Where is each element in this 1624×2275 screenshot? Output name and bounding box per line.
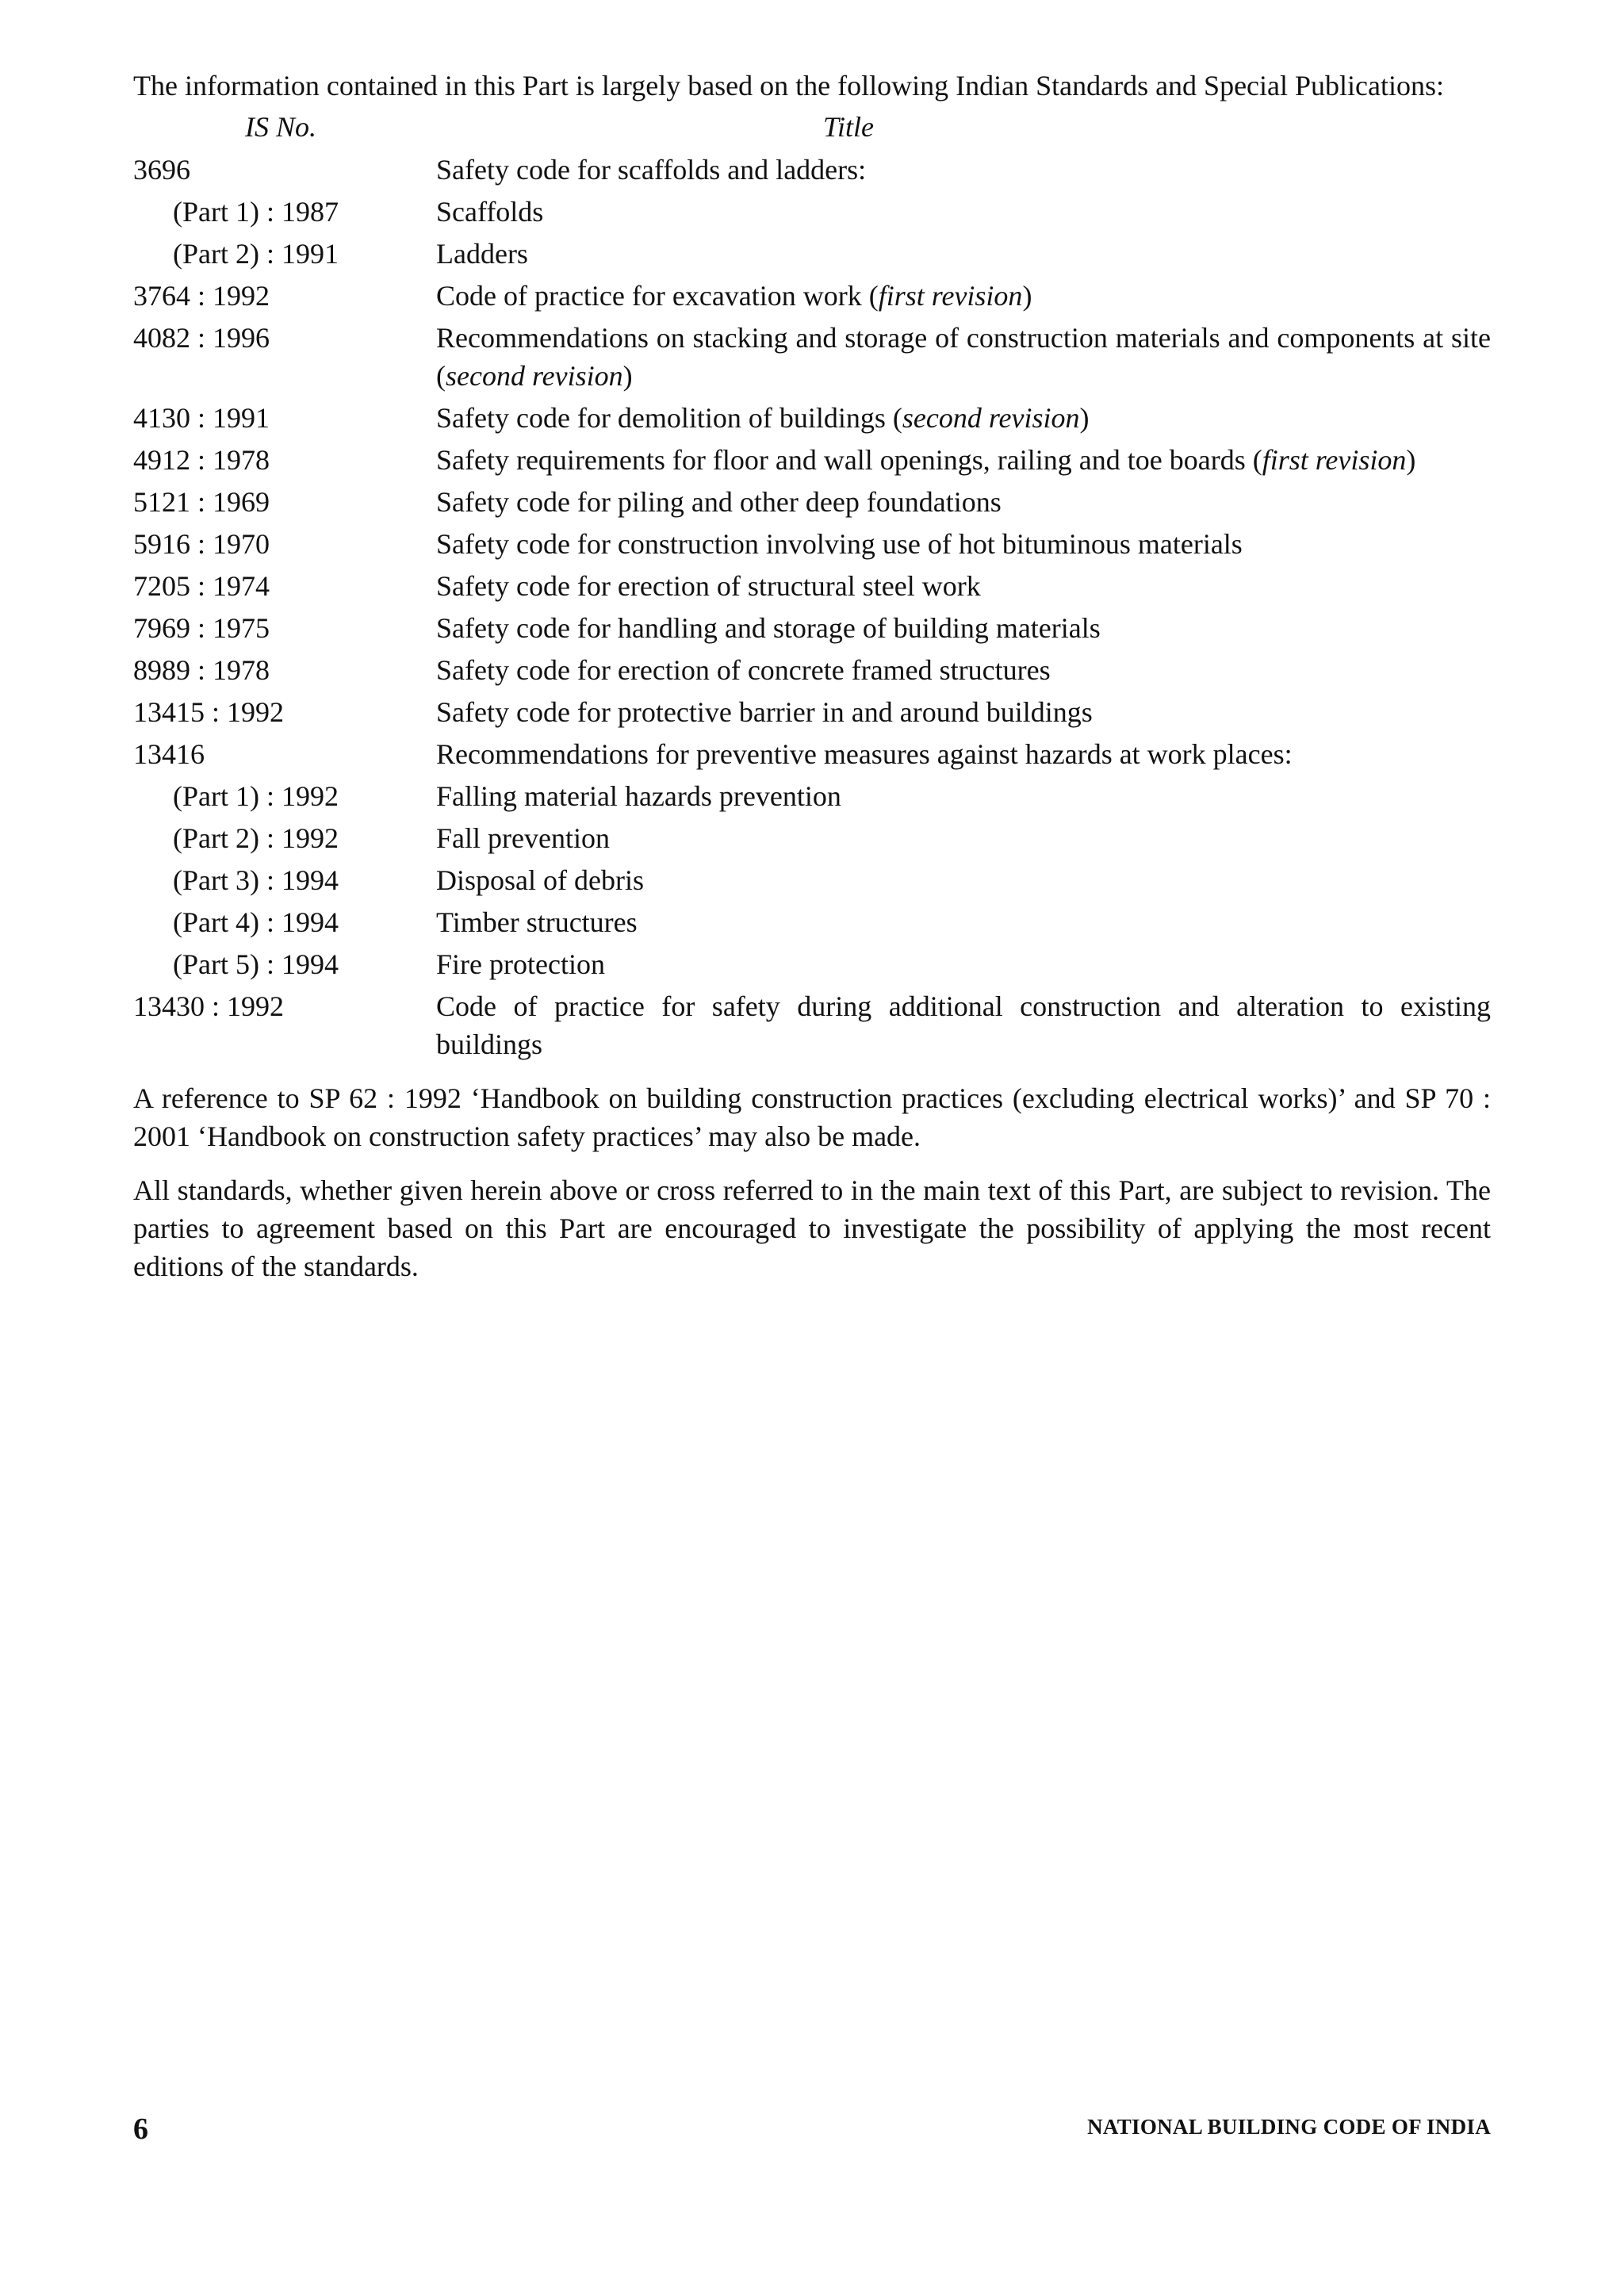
standard-title (436, 903, 1491, 941)
table-row (133, 151, 1491, 189)
standard-title-text: Fire protection (436, 948, 605, 980)
is-number: 13415 : 1992 (133, 696, 285, 728)
standard-title-text: Fall prevention (436, 822, 610, 854)
header-title: Title (823, 111, 875, 143)
standard-title-text: Recommendations for preventive measures against hazards at work places: (436, 738, 1293, 770)
table-row (133, 987, 1491, 1063)
standard-title-text: Safety code for scaffolds and ladders: (436, 154, 867, 186)
standard-title: Safety requirements for floor and wall openings, railing and toe boards (first revision) (436, 444, 1416, 476)
table-row (133, 441, 1491, 479)
table-row (133, 399, 1491, 437)
page-footer (133, 2112, 1491, 2147)
table-row (133, 235, 1491, 273)
is-number: (Part 3) : 1994 (173, 864, 339, 896)
standard-title (436, 235, 1491, 273)
is-number: (Part 4) : 1994 (173, 906, 339, 938)
standard-title (436, 987, 1491, 1063)
document-body (133, 67, 1491, 1285)
intro-paragraph: The information contained in this Part is largely based on the following Indian Standards and Special Publications: (133, 70, 1445, 101)
table-row (133, 777, 1491, 815)
is-number: (Part 2) : 1992 (173, 822, 339, 854)
standard-title-text: Safety code for handling and storage of building materials (436, 612, 1101, 644)
is-number: 13430 : 1992 (133, 990, 285, 1022)
standard-title-text: Ladders (436, 238, 528, 270)
table-row (133, 735, 1491, 773)
standard-title-text: Scaffolds (436, 196, 544, 228)
revision-note: first revision (878, 280, 1023, 312)
is-number: 8989 : 1978 (133, 654, 270, 686)
standard-title-text: Falling material hazards prevention (436, 780, 841, 812)
standard-title-text: Safety code for demolition of buildings (436, 402, 886, 434)
standard-title-text: Disposal of debris (436, 864, 644, 896)
standard-title-text: Safety code for protective barrier in and around buildings (436, 696, 1093, 728)
header-is-no: IS No. (245, 111, 316, 143)
standard-title-text: Recommendations on stacking and storage of construction materials and components at site (436, 322, 1491, 354)
sp-reference-paragraph: A reference to SP 62 : 1992 ‘Handbook on building construction practices (excluding electrical works)’ and SP 70 : 2001 ‘Handbook on construction safety practices’ may also be made. (133, 1082, 1491, 1152)
is-number: (Part 1) : 1992 (173, 780, 339, 812)
standard-title (436, 735, 1491, 773)
standard-title (436, 483, 1491, 521)
standard-title-text: Safety code for piling and other deep foundations (436, 486, 1002, 518)
standard-title (436, 567, 1491, 605)
table-row (133, 861, 1491, 899)
table-row (133, 193, 1491, 231)
standard-title (436, 151, 1491, 189)
table-row (133, 319, 1491, 395)
standard-title-text: Safety code for erection of concrete framed structures (436, 654, 1051, 686)
standard-title (436, 819, 1491, 857)
revision-note: second revision (902, 402, 1080, 434)
table-header (133, 108, 1491, 151)
table-row (133, 609, 1491, 647)
standard-title: Safety code for demolition of buildings (second revision) (436, 402, 1090, 434)
page-number: 6 (133, 2112, 148, 2146)
is-number: 13416 (133, 738, 205, 770)
table-row (133, 903, 1491, 941)
table-row (133, 277, 1491, 315)
standard-title-text: Code of practice for excavation work (436, 280, 862, 312)
is-number: 4130 : 1991 (133, 402, 270, 434)
table-row (133, 945, 1491, 983)
table-row (133, 483, 1491, 521)
standard-title-text: Code of practice for safety during additional construction and alteration to existing buildings (436, 990, 1491, 1060)
is-number: 4082 : 1996 (133, 322, 270, 354)
standard-title: Recommendations on stacking and storage of construction materials and components at site (second revision) (436, 322, 1491, 392)
is-number: 7969 : 1975 (133, 612, 270, 644)
standard-title (436, 945, 1491, 983)
revision-paragraph: All standards, whether given herein above or cross referred to in the main text of this Part, are subject to revision. The parties to agreement based on this Part are encouraged to investigate the possibility of applying the most recent editions of the standards. (133, 1174, 1491, 1282)
table-row (133, 525, 1491, 563)
standard-title-text: Timber structures (436, 906, 638, 938)
is-number: 7205 : 1974 (133, 570, 270, 602)
revision-note: second revision (446, 360, 623, 392)
standard-title (436, 651, 1491, 689)
table-row (133, 567, 1491, 605)
is-number: (Part 2) : 1991 (173, 238, 339, 270)
table-row (133, 693, 1491, 731)
standard-title (436, 693, 1491, 731)
is-number: 5121 : 1969 (133, 486, 270, 518)
standard-title-text: Safety requirements for floor and wall openings, railing and toe boards (436, 444, 1246, 476)
standard-title (436, 525, 1491, 563)
standard-title: Code of practice for excavation work (first revision) (436, 280, 1032, 312)
is-number: (Part 1) : 1987 (173, 196, 339, 228)
is-number: 3696 (133, 154, 190, 186)
standard-title (436, 861, 1491, 899)
table-row (133, 651, 1491, 689)
standard-title (436, 609, 1491, 647)
is-number: 3764 : 1992 (133, 280, 270, 312)
standard-title-text: Safety code for erection of structural steel work (436, 570, 981, 602)
standard-title (436, 193, 1491, 231)
standard-title-text: Safety code for construction involving use of hot bituminous materials (436, 528, 1243, 560)
is-number: 4912 : 1978 (133, 444, 270, 476)
is-number: (Part 5) : 1994 (173, 948, 339, 980)
standards-list (133, 151, 1491, 1063)
standard-title (436, 777, 1491, 815)
is-number: 5916 : 1970 (133, 528, 270, 560)
revision-note: first revision (1262, 444, 1407, 476)
publication-title: NATIONAL BUILDING CODE OF INDIA (1087, 2115, 1491, 2139)
table-row (133, 819, 1491, 857)
